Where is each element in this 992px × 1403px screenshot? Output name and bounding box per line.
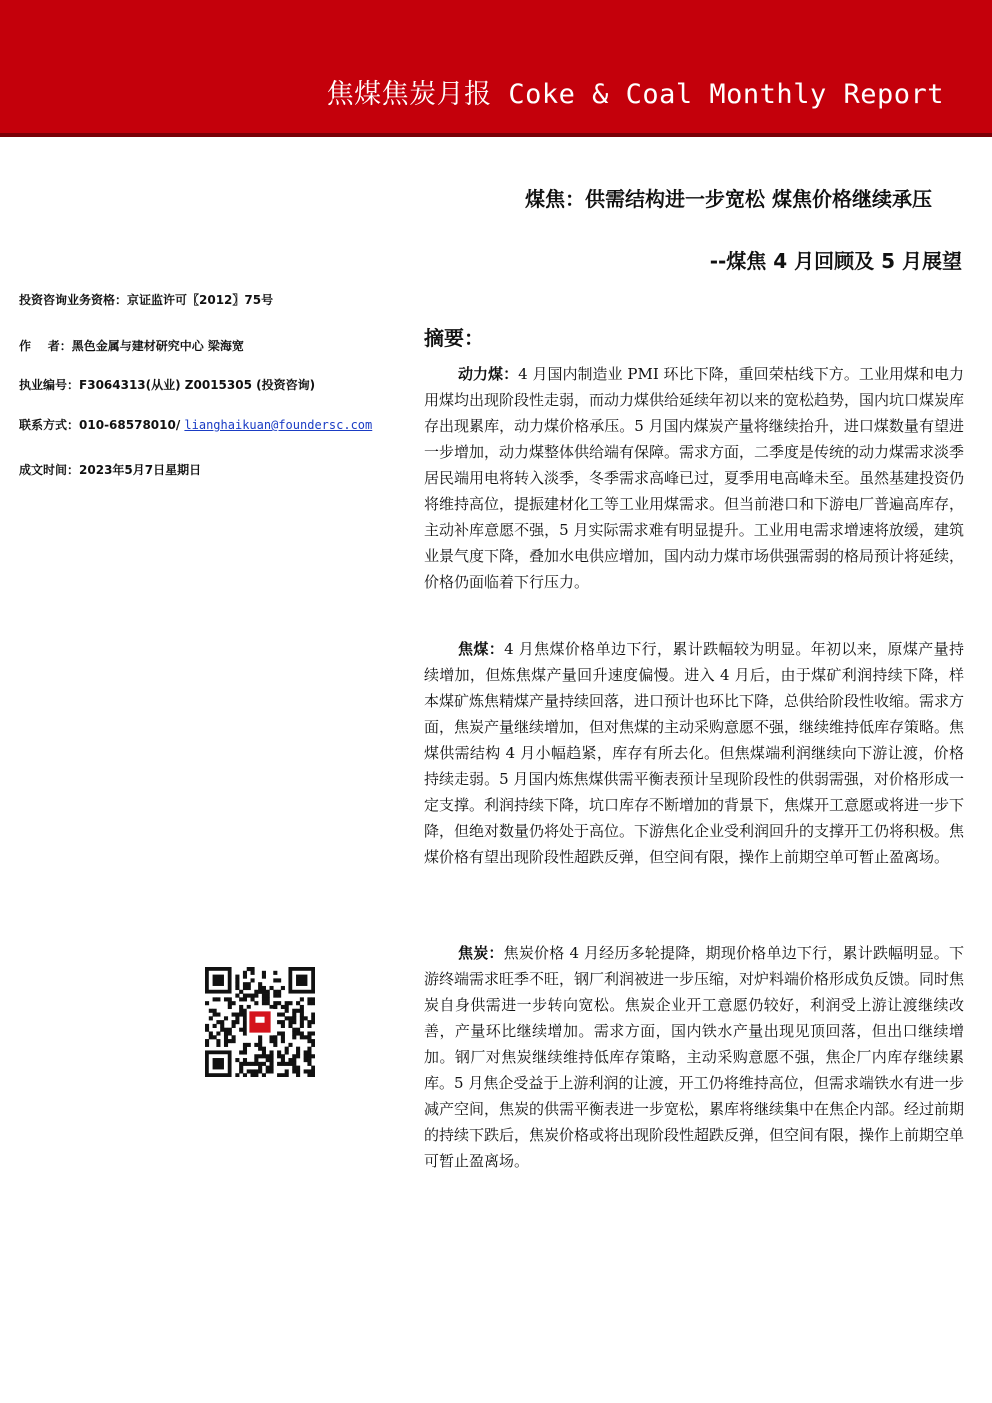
qr-code-icon (205, 967, 315, 1077)
paragraph-text: 4 月焦煤价格单边下行，累计跌幅较为明显。年初以来，原煤产量持续增加，但炼焦煤产量回升速度偏慢。进入 4 月后，由于煤矿利润持续下降，样本煤矿炼焦精煤产量持续回落，进口预计也环比下降，总供给阶段性收缩。需求方面，焦炭产量继续增加，但对焦煤的主动采购意愿不强，继续维持低库存策略。焦煤供需结构 4 月小幅趋紧，库存有所去化。但焦煤端利润继续向下游让渡，价格持续走弱。5 月国内炼焦煤供需平衡表预计呈现阶段性的供弱需强，对价格形成一定支撑。利润持续下降，坑口库存不断增加的背景下，焦煤开工意愿或将进一步下降，但绝对数量仍将处于高位。下游焦化企业受利润回升的支撑开工仍将积极。焦煤价格有望出现阶段性超跌反弹，但空间有限，操作上前期空单可暂止盈离场。 (424, 640, 965, 866)
report-series-title: 焦煤焦炭月报 Coke & Coal Monthly Report (326, 79, 944, 110)
author-line (19, 337, 419, 354)
report-title: 煤焦：供需结构进一步宽松 煤焦价格继续承压 (525, 187, 932, 211)
license-value: F3064313(从业) Z0015305 (投资咨询) (79, 378, 316, 392)
paragraph-text: 4 月国内制造业 PMI 环比下降，重回荣枯线下方。工业用煤和电力用煤均出现阶段性走弱，而动力煤供给延续年初以来的宽松趋势，国内坑口煤炭库存出现累库，动力煤价格承压。5 月国内煤炭产量将继续抬升，进口煤数量有望进一步增加，动力煤整体供给端有保障。需求方面，二季度是传统的动力煤需求淡季居民端用电将转入淡季，冬季需求高峰已过，夏季用电高峰未至。虽然基建投资仍将维持高位，提振建材化工等工业用煤需求。但当前港口和下游电厂普遍高库存，主动补库意愿不强，5 月实际需求难有明显提升。工业用电需求增速将放缓，建筑业景气度下降，叠加水电供应增加，国内动力煤市场供强需弱的格局预计将延续，价格仍面临着下行压力。 (424, 365, 965, 591)
contact-phone: 010-68578010/ (79, 418, 185, 432)
summary-heading: 摘要： (424, 326, 484, 350)
report-subtitle: --煤焦 4 月回顾及 5 月展望 (709, 249, 962, 273)
summary-paragraph-coking-coal (424, 636, 964, 870)
summary-paragraph-thermal-coal (424, 361, 964, 595)
date-line (19, 461, 419, 478)
date-value: 2023年5月7日星期日 (79, 463, 202, 477)
summary-paragraph-coke (424, 940, 964, 1174)
license-label: 执业编号： (19, 378, 80, 392)
qualification-line: 投资咨询业务资格：京证监许可〖2012〗75号 (19, 293, 274, 307)
paragraph-keyword: 焦煤： (458, 640, 505, 658)
license-line (19, 376, 419, 393)
header-banner (0, 0, 992, 137)
contact-label: 联系方式： (19, 418, 80, 432)
date-label: 成文时间： (19, 463, 80, 477)
paragraph-keyword: 动力煤： (458, 365, 519, 383)
author-label: 作 者： (19, 339, 72, 353)
contact-email-link[interactable]: lianghaikuan@foundersc.com (184, 418, 373, 432)
paragraph-keyword: 焦炭： (458, 944, 504, 962)
paragraph-text: 焦炭价格 4 月经历多轮提降，期现价格单边下行，累计跌幅明显。下游终端需求旺季不旺，钢厂利润被进一步压缩，对炉料端价格形成负反馈。同时焦炭自身供需进一步转向宽松。焦炭企业开工意愿仍较好，利润受上游让渡继续改善，产量环比继续增加。需求方面，国内铁水产量出现见顶回落，但出口继续增加。钢厂对焦炭继续维持低库存策略，主动采购意愿不强，焦企厂内库存继续累库。5 月焦企受益于上游利润的让渡，开工仍将维持高位，但需求端铁水有进一步减产空间，焦炭的供需平衡表进一步宽松，累库将继续集中在焦企内部。经过前期的持续下跌后，焦炭价格或将出现阶段性超跌反弹，但空间有限，操作上前期空单可暂止盈离场。 (424, 944, 965, 1170)
contact-line (19, 416, 419, 433)
author-value: 黑色金属与建材研究中心 梁海宽 (71, 339, 244, 353)
